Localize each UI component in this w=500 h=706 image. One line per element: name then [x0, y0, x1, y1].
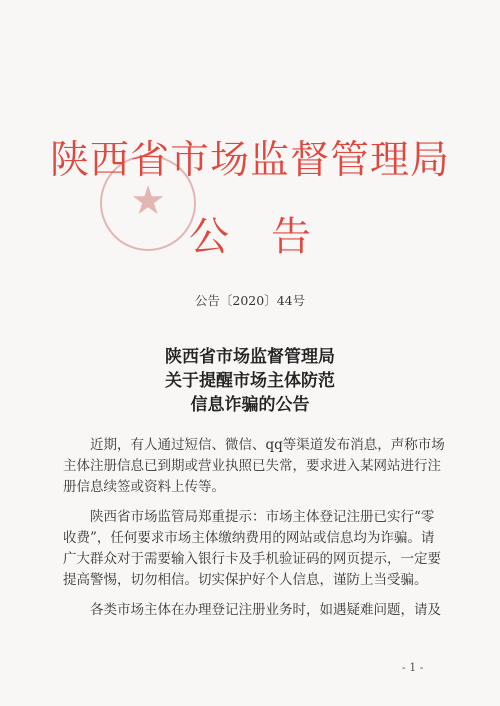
- paragraph-line: 册信息续签或资料上传等。: [63, 479, 225, 495]
- page-number: - 1 -: [402, 661, 424, 674]
- notice-heading: 公告: [189, 214, 353, 260]
- paragraph-line: 广大群众对于需要输入银行卡及手机验证码的网页提示，一定要: [63, 551, 441, 567]
- paragraph-line: 提高警惕，切勿相信。切实保护好个人信息，谨防上当受骗。: [63, 572, 428, 588]
- body-paragraph: [63, 600, 453, 621]
- body-paragraph: [63, 507, 453, 591]
- document-title: [0, 345, 500, 417]
- seal-star-icon: ★: [130, 178, 166, 224]
- paragraph-line: 主体注册信息已到期或营业执照已失常，要求进入某网站进行注: [63, 458, 441, 474]
- document-body: [63, 435, 453, 630]
- document-title-line: 陕西省市场监督管理局: [165, 347, 335, 367]
- paragraph-line: 近期，有人通过短信、微信、qq等渠道发布消息，声称市场: [90, 437, 445, 453]
- issuing-authority-header: 陕西省市场监督管理局: [49, 138, 450, 183]
- document-title-line: 关于提醒市场主体防范: [165, 371, 335, 391]
- paragraph-line: 陕西省市场监管局郑重提示：市场主体登记注册已实行“零: [90, 509, 435, 525]
- paragraph-line: 各类市场主体在办理登记注册业务时，如遇疑难问题，请及: [90, 602, 441, 618]
- body-paragraph: [63, 435, 453, 498]
- paragraph-line: 收费”，任何要求市场主体缴纳费用的网站或信息均为诈骗。请: [63, 530, 435, 546]
- document-title-line: 信息诈骗的公告: [190, 395, 310, 415]
- document-number: 公告〔2020〕44号: [194, 293, 306, 308]
